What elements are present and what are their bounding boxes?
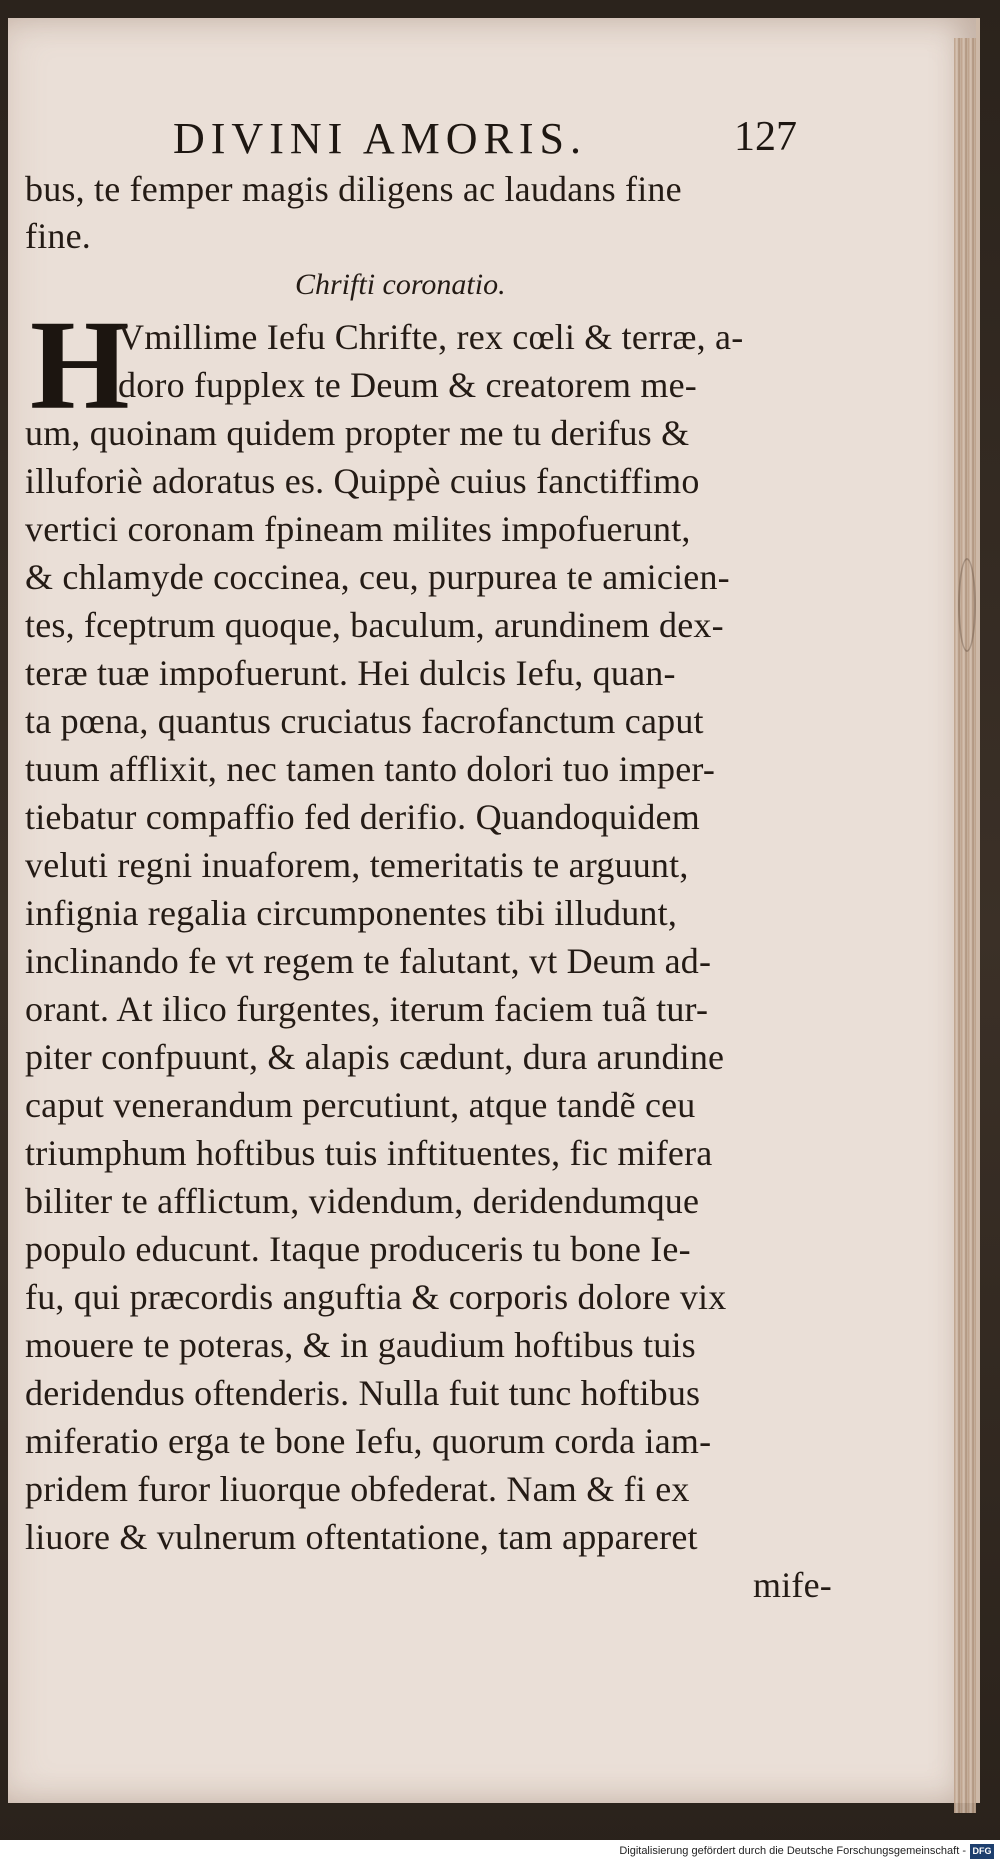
text-line: veluti regni inuaforem, temeritatis te arguunt, [25,845,689,885]
text-line: teræ tuæ impofuerunt. Hei dulcis Iefu, quan- [25,653,676,693]
text-line: orant. At ilico furgentes, iterum faciem tuã tur- [25,989,709,1029]
drop-cap: H [30,294,130,436]
text-line: um, quoinam quidem propter me tu derifus & [25,413,690,453]
text-line: liuore & vulnerum oftentatione, tam appareret [25,1517,698,1557]
text-line: infignia regalia circumponentes tibi illudunt, [25,893,678,933]
text-line: miferatio erga te bone Iefu, quorum corda iam- [25,1421,712,1461]
text-line: bus, te femper magis diligens ac laudans fine [25,169,682,209]
page-number: 127 [734,114,797,160]
book-page [8,18,980,1803]
text-line: biliter te afflictum, videndum, deridendumque [25,1181,700,1221]
text-line: inclinando fe vt regem te falutant, vt Deum ad- [25,941,712,981]
text-line: ta pœna, quantus cruciatus facrofanctum caput [25,701,704,741]
funding-credit: Digitalisierung gefördert durch die Deutsche Forschungsgemeinschaft - [619,1845,966,1857]
text-line: tuum afflixit, nec tamen tanto dolori tuo imper- [25,749,716,789]
text-line: caput venerandum percutiunt, atque tandẽ ceu [25,1085,696,1125]
text-line: tiebatur compaffio fed derifio. Quandoquidem [25,797,700,837]
page-blemish [958,558,976,652]
page-edge [954,38,976,1813]
text-line: doro fupplex te Deum & creatorem me- [118,365,697,405]
digitization-footer [0,1840,1000,1865]
text-line: Vmillime Iefu Chrifte, rex cœli & terræ, a- [118,317,744,357]
text-line: deridendus oftenderis. Nulla fuit tunc hoftibus [25,1373,701,1413]
text-line: triumphum hoftibus tuis inftituentes, fic mifera [25,1133,713,1173]
text-line: piter confpuunt, & alapis cædunt, dura arundine [25,1037,725,1077]
text-line: illuforiè adoratus es. Quippè cuius fanctiffimo [25,461,700,501]
text-line: fu, qui præcordis anguftia & corporis dolore vix [25,1277,727,1317]
text-line: & chlamyde coccinea, ceu, purpurea te amicien- [25,557,730,597]
text-line: vertici coronam fpineam milites impofuerunt, [25,509,691,549]
section-heading: Chrifti coronatio. [295,268,506,301]
dfg-logo: DFG [970,1844,994,1859]
text-line: populo educunt. Itaque produceris tu bone Ie- [25,1229,691,1269]
text-line: tes, fceptrum quoque, baculum, arundinem dex- [25,605,724,645]
running-head [8,113,976,163]
text-line: pridem furor liuorque obfederat. Nam & fi ex [25,1469,690,1509]
catchword: mife- [753,1565,832,1605]
text-line: fine. [25,216,91,256]
text-line: mouere te poteras, & in gaudium hoftibus tuis [25,1325,696,1365]
running-title: DIVINI AMORIS. [173,114,587,163]
